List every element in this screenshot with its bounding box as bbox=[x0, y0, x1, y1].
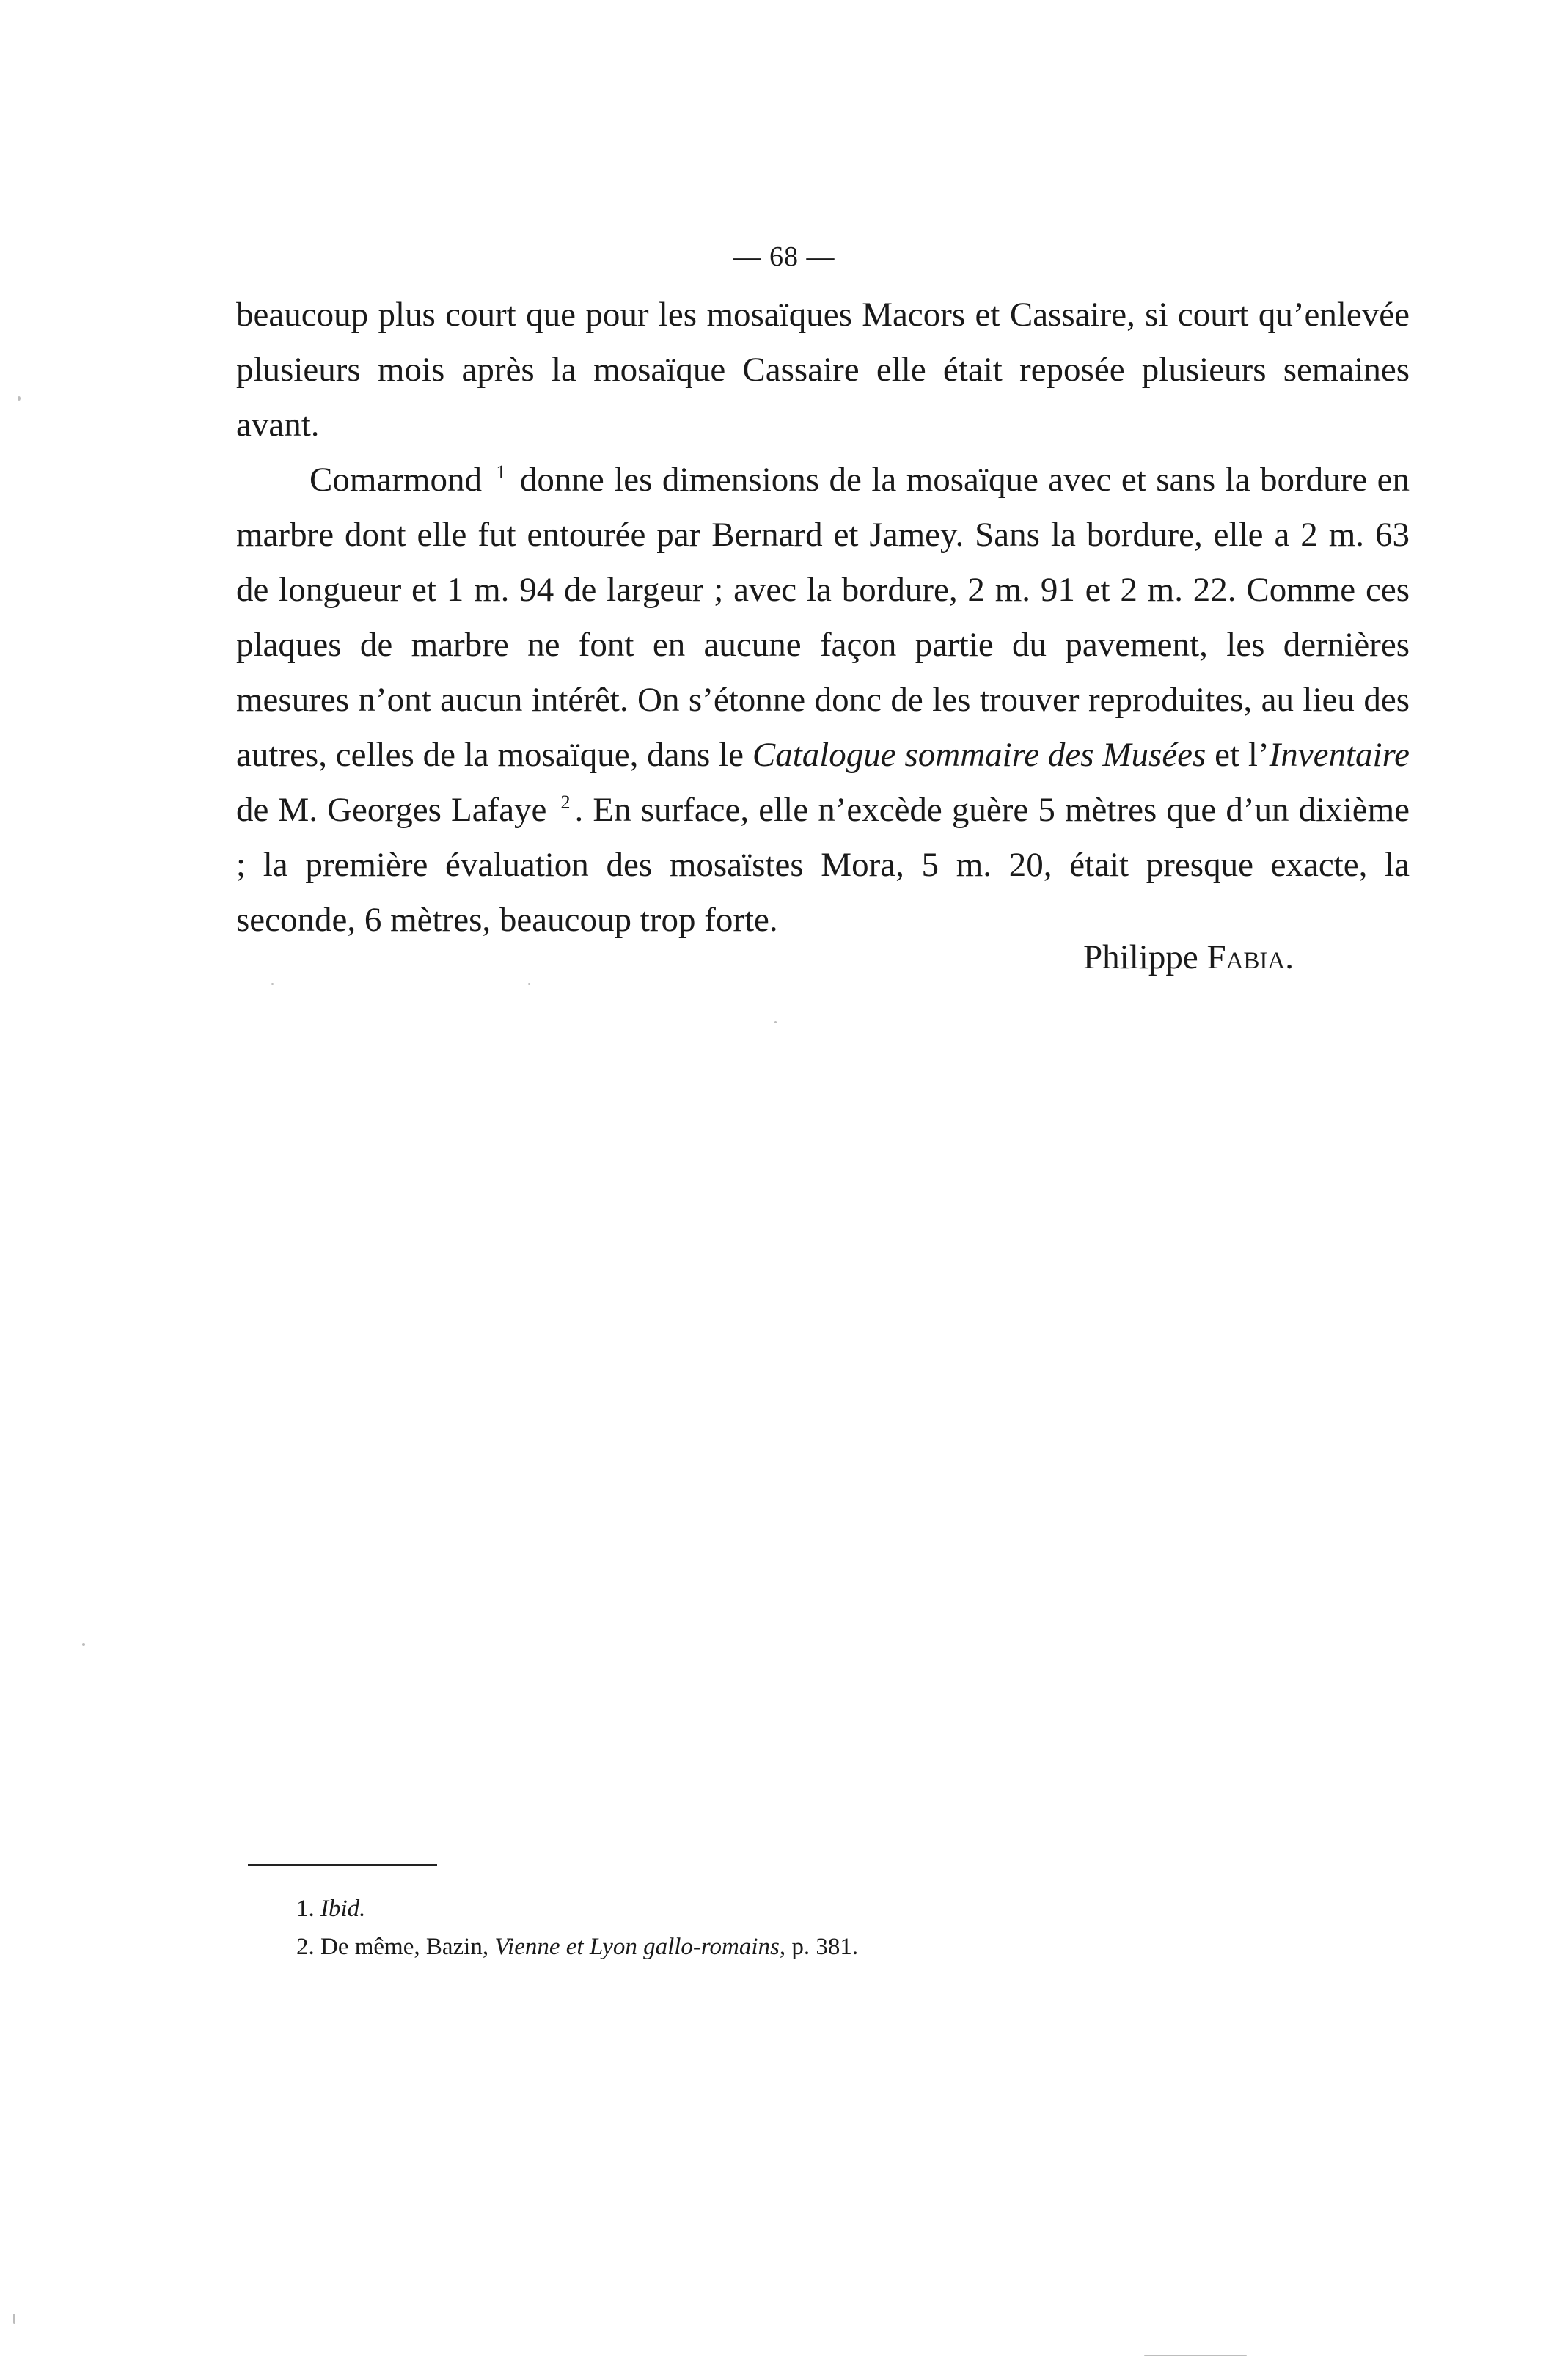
paragraph-2-segment: de M. Georges Lafaye bbox=[236, 791, 547, 829]
scan-speck bbox=[82, 1643, 85, 1646]
footnote-2 bbox=[296, 1928, 1396, 1966]
author-signature bbox=[236, 930, 1294, 985]
paragraph-2-segment: donne les dimensions de la mosaïque avec et sans la bordure en marbre dont elle fut entourée par Bernard et Jamey. Sans la bordure, elle a 2 m. 63 de longueur et 1 m. 94 de largeur ; avec la bordure, 2 m. 91 et 2 m. 22. Comme ces plaques de marbre ne font en aucune façon partie du pavement, les dernières mesures n’ont aucun intérêt. On s’étonne donc de les trouver reproduites, au lieu des autres, celles de la mosaïque, dans le bbox=[236, 461, 1410, 774]
paragraph-1: beaucoup plus court que pour les mosaïques Macors et Cassaire, si court qu’enlevée plusieurs mois après la mosaïque Cassaire elle était reposée plusieurs semaines avant. bbox=[236, 296, 1410, 444]
paragraph-2-segment: Comarmond bbox=[309, 461, 482, 499]
author-first-name: Philippe bbox=[1083, 938, 1198, 976]
scan-speck bbox=[528, 983, 530, 985]
footnote-number: 1. bbox=[296, 1896, 315, 1922]
work-title-catalogue: Catalogue sommaire des Musées bbox=[752, 736, 1206, 774]
work-title-inventaire: Inventaire bbox=[1269, 736, 1410, 774]
scan-speck bbox=[18, 396, 21, 401]
page-number: — 68 — bbox=[733, 241, 835, 272]
footnote-ref-2[interactable]: 2 bbox=[560, 792, 571, 813]
paragraph-2-segment: . En surface, elle n’excède guère 5 mètres que d’un dixième ; la première évaluation des mosaïstes Mora, 5 m. 20, était presque exacte, la seconde, 6 mètres, beaucoup trop forte. bbox=[236, 791, 1410, 939]
paragraph-2-segment: et l’ bbox=[1215, 736, 1270, 774]
author-last-name: Fabia. bbox=[1206, 938, 1294, 976]
footnote-divider bbox=[248, 1864, 437, 1866]
scan-speck bbox=[774, 1021, 777, 1023]
footnote-1 bbox=[296, 1890, 1396, 1928]
footnote-ref-1[interactable]: 1 bbox=[496, 461, 506, 483]
scan-speck bbox=[1144, 2355, 1247, 2356]
paragraph-2 bbox=[236, 453, 1410, 948]
main-text bbox=[236, 288, 1410, 948]
scan-speck bbox=[13, 2314, 15, 2324]
footnote-text: De même, Bazin, bbox=[320, 1934, 489, 1960]
footnote-title: Ibid. bbox=[320, 1896, 366, 1922]
footnotes bbox=[296, 1890, 1396, 1966]
footnote-title: Vienne et Lyon gallo-romains bbox=[494, 1934, 780, 1960]
footnote-text: , p. 381. bbox=[779, 1934, 859, 1960]
footnote-number: 2. bbox=[296, 1934, 315, 1960]
scan-speck bbox=[271, 983, 274, 985]
